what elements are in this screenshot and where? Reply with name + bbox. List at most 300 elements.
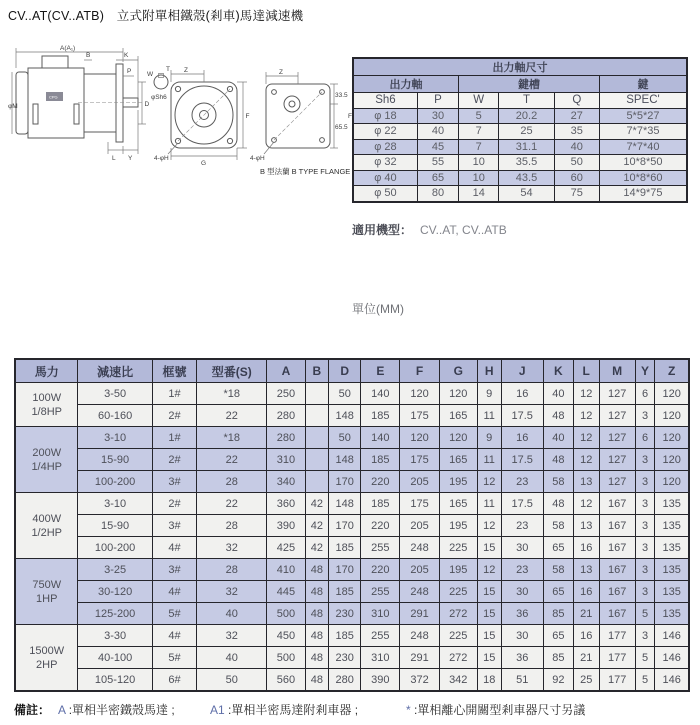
table-row — [15, 647, 689, 669]
technical-drawings — [8, 42, 353, 216]
dim-cell: 25 — [573, 669, 599, 692]
shaft-cell: 7 — [459, 139, 499, 155]
dim-cell: 85 — [543, 647, 573, 669]
column-header: 馬力 — [15, 359, 78, 383]
dim-cell: 310 — [361, 647, 400, 669]
shaft-cell: φ 40 — [353, 170, 417, 186]
dim-cell: 177 — [599, 647, 635, 669]
dim-cell: 12 — [573, 405, 599, 427]
column-header: SPEC' — [599, 93, 687, 109]
dim-cell: 6 — [635, 427, 655, 449]
footnote-item — [58, 701, 175, 718]
dim-cell: 230 — [329, 603, 361, 625]
dim-cell: 135 — [655, 537, 689, 559]
shaft-cell: 10*8*50 — [599, 155, 687, 171]
dim-cell: 250 — [267, 383, 305, 405]
applicable-models — [352, 221, 507, 238]
unit-note: 單位(MM) — [352, 302, 404, 316]
dim-cell: 1# — [152, 427, 196, 449]
dim-cell: 48 — [305, 559, 329, 581]
column-header: A — [267, 359, 305, 383]
dim-label-bf-z: Z — [279, 69, 283, 76]
dim-cell: 450 — [267, 625, 305, 647]
dim-cell: 48 — [305, 581, 329, 603]
dim-cell: 3 — [635, 405, 655, 427]
table-row — [353, 124, 687, 140]
dim-label-y: Y — [128, 155, 133, 162]
dim-cell: 65 — [543, 537, 573, 559]
shaft-cell: 54 — [499, 186, 554, 202]
dim-cell: 16 — [573, 537, 599, 559]
table-row — [353, 58, 687, 76]
dim-cell: 135 — [655, 493, 689, 515]
dim-cell: 3# — [152, 559, 196, 581]
dim-cell — [305, 405, 329, 427]
dim-cell: 58 — [543, 559, 573, 581]
power-hp: 2HP — [36, 658, 58, 671]
power-cell — [15, 559, 78, 625]
shaft-table-body — [353, 58, 687, 202]
dim-cell: 18 — [477, 669, 501, 692]
dim-cell: 12 — [573, 493, 599, 515]
dim-cell: 48 — [305, 603, 329, 625]
motor-side-view-drawing — [8, 45, 170, 162]
column-header: 型番(S) — [197, 359, 267, 383]
dim-cell: 12 — [573, 383, 599, 405]
group-header: 出力軸 — [353, 76, 459, 93]
dim-cell: 15 — [477, 581, 501, 603]
dim-cell: 13 — [573, 559, 599, 581]
dim-cell: 310 — [361, 603, 400, 625]
power-hp: 1HP — [36, 592, 58, 605]
dim-cell: 5 — [635, 603, 655, 625]
dim-cell: 175 — [400, 405, 439, 427]
dim-cell: 15 — [477, 603, 501, 625]
dim-cell: 15 — [477, 625, 501, 647]
dim-label-a: A(A₁) — [60, 45, 76, 52]
shaft-cell: 55 — [417, 155, 458, 171]
column-header: K — [543, 359, 573, 383]
dim-cell: 11 — [477, 449, 501, 471]
dim-cell: 120 — [655, 449, 689, 471]
dim-cell: 15-90 — [78, 515, 152, 537]
table-row — [15, 537, 689, 559]
dim-cell: 120 — [439, 383, 477, 405]
dim-cell: 170 — [329, 515, 361, 537]
dim-cell: 120 — [439, 427, 477, 449]
dim-cell: 3-10 — [78, 427, 152, 449]
table-row — [15, 581, 689, 603]
dim-cell: 12 — [573, 427, 599, 449]
dim-cell: 3# — [152, 471, 196, 493]
dim-cell — [305, 427, 329, 449]
dim-cell: 42 — [305, 515, 329, 537]
dim-cell: 127 — [599, 405, 635, 427]
dim-cell: 3 — [635, 493, 655, 515]
dim-cell: 195 — [439, 559, 477, 581]
shaft-cell: 20.2 — [499, 108, 554, 124]
dim-cell: *18 — [197, 427, 267, 449]
shaft-cell: φ 18 — [353, 108, 417, 124]
dim-cell: 360 — [267, 493, 305, 515]
dim-cell: 42 — [305, 493, 329, 515]
dim-cell: 3 — [635, 515, 655, 537]
power-hp: 1/2HP — [31, 526, 63, 539]
footnote-text: :單相離心開關型剎車器尺寸另議 — [414, 703, 586, 717]
dim-cell: 36 — [501, 603, 543, 625]
dim-cell: 291 — [400, 647, 439, 669]
dim-cell: 120 — [655, 405, 689, 427]
dim-label-rf-g: G — [201, 160, 207, 167]
dim-cell: 30 — [501, 625, 543, 647]
table-row — [353, 76, 687, 93]
dim-cell: 170 — [329, 471, 361, 493]
dim-cell: 5 — [635, 647, 655, 669]
dim-cell: 32 — [197, 537, 267, 559]
dim-cell: 22 — [197, 405, 267, 427]
dim-cell: 9 — [477, 427, 501, 449]
shaft-cell: φ 32 — [353, 155, 417, 171]
dim-cell: 148 — [329, 405, 361, 427]
dim-cell: 100-200 — [78, 537, 152, 559]
shaft-cell: 30 — [417, 108, 458, 124]
dim-cell: 185 — [361, 493, 400, 515]
dim-cell: 500 — [267, 603, 305, 625]
dim-label-rf-z: Z — [184, 67, 188, 74]
bolt-holes-label: 4-φH — [250, 155, 265, 162]
dim-cell: 2# — [152, 493, 196, 515]
shaft-cell: 50 — [554, 155, 599, 171]
dim-cell: 146 — [655, 625, 689, 647]
dim-cell: 225 — [439, 581, 477, 603]
table-row — [15, 471, 689, 493]
dim-cell: 280 — [267, 405, 305, 427]
shaft-cell: 10 — [459, 155, 499, 171]
applicable-models-label: 適用機型： — [352, 223, 413, 237]
dim-cell: 23 — [501, 515, 543, 537]
dim-cell: 205 — [400, 559, 439, 581]
shaft-cell: 5*5*27 — [599, 108, 687, 124]
dim-cell: 390 — [361, 669, 400, 692]
dim-cell: 3-30 — [78, 625, 152, 647]
dim-cell: 175 — [400, 493, 439, 515]
shaft-cell: 31.1 — [499, 139, 554, 155]
shaft-cell: 80 — [417, 186, 458, 202]
power-watt: 200W — [32, 446, 62, 459]
dim-cell: 165 — [439, 449, 477, 471]
dim-cell: 32 — [197, 625, 267, 647]
shaft-cell: 7*7*40 — [599, 139, 687, 155]
dim-label-t: T — [166, 66, 170, 73]
dim-cell: 48 — [305, 625, 329, 647]
dim-cell: 167 — [599, 581, 635, 603]
dim-cell: 48 — [543, 449, 573, 471]
dim-cell: 185 — [329, 581, 361, 603]
dim-cell: 165 — [439, 493, 477, 515]
footnote-text: :單相半密馬達附剎車器 ; — [228, 703, 359, 717]
dim-cell: 28 — [197, 515, 267, 537]
dim-cell: 11 — [477, 405, 501, 427]
table-row — [15, 405, 689, 427]
dim-cell — [305, 449, 329, 471]
shaft-table-title: 出力軸尺寸 — [353, 58, 687, 76]
dim-cell: 3 — [635, 559, 655, 581]
dim-label-l: L — [112, 155, 116, 162]
group-header: 鍵 — [599, 76, 687, 93]
dim-cell: 17.5 — [501, 493, 543, 515]
footnote-marker: * — [406, 703, 411, 717]
dim-label-w: W — [147, 71, 154, 78]
dim-cell: 280 — [329, 669, 361, 692]
column-header: J — [501, 359, 543, 383]
dim-cell: 17.5 — [501, 449, 543, 471]
dim-cell: 92 — [543, 669, 573, 692]
dim-cell: 13 — [573, 471, 599, 493]
dim-cell: 205 — [400, 515, 439, 537]
dim-cell: 12 — [477, 471, 501, 493]
power-cell — [15, 427, 78, 493]
dim-cell: 23 — [501, 471, 543, 493]
dim-cell: 22 — [197, 449, 267, 471]
dim-cell: 248 — [400, 581, 439, 603]
dim-cell: 146 — [655, 669, 689, 692]
column-header: Z — [655, 359, 689, 383]
brand-logo-text: CPG — [49, 94, 58, 100]
dim-cell: 22 — [197, 493, 267, 515]
dim-cell: 16 — [573, 581, 599, 603]
dim-cell: 105-120 — [78, 669, 152, 692]
dim-cell: 2# — [152, 405, 196, 427]
power-watt: 400W — [32, 512, 62, 525]
dim-cell: 12 — [477, 515, 501, 537]
dim-cell: 15 — [477, 537, 501, 559]
dim-cell — [305, 471, 329, 493]
dim-cell: 225 — [439, 625, 477, 647]
shaft-cell: 43.5 — [499, 170, 554, 186]
dim-cell: 185 — [329, 625, 361, 647]
dim-cell: 50 — [329, 427, 361, 449]
dim-cell: 5 — [635, 669, 655, 692]
dim-cell: 3 — [635, 471, 655, 493]
table-row — [353, 93, 687, 109]
column-header: E — [361, 359, 400, 383]
dim-cell — [305, 383, 329, 405]
dim-cell: 58 — [543, 515, 573, 537]
shaft-cell: 45 — [417, 139, 458, 155]
dim-cell: 205 — [400, 471, 439, 493]
dim-cell: 65 — [543, 625, 573, 647]
shaft-cell: 27 — [554, 108, 599, 124]
shaft-cell: 35.5 — [499, 155, 554, 171]
dim-cell: 3-10 — [78, 493, 152, 515]
dim-label-bf-65-5: 65.5 — [335, 124, 348, 131]
table-row — [353, 170, 687, 186]
dim-cell: 28 — [197, 559, 267, 581]
dim-cell: 185 — [361, 449, 400, 471]
dim-cell: 50 — [329, 383, 361, 405]
column-header: 框號 — [152, 359, 196, 383]
dim-cell: 390 — [267, 515, 305, 537]
footnote-marker: A1 — [210, 703, 225, 717]
table-row — [15, 493, 689, 515]
power-hp: 1/4HP — [31, 460, 63, 473]
power-hp: 1/8HP — [31, 405, 63, 418]
dim-cell: 185 — [361, 405, 400, 427]
dim-cell: 167 — [599, 559, 635, 581]
dim-cell: 120 — [655, 471, 689, 493]
column-header: P — [417, 93, 458, 109]
dim-cell: *18 — [197, 383, 267, 405]
dim-cell: 165 — [439, 405, 477, 427]
shaft-cell: 10 — [459, 170, 499, 186]
shaft-cell: 60 — [554, 170, 599, 186]
dim-cell: 4# — [152, 537, 196, 559]
power-watt: 750W — [32, 578, 62, 591]
dim-cell: 23 — [501, 559, 543, 581]
power-cell — [15, 625, 78, 692]
dim-cell: 15-90 — [78, 449, 152, 471]
dim-cell: 220 — [361, 559, 400, 581]
shaft-cell: 14*9*75 — [599, 186, 687, 202]
dim-cell: 3-50 — [78, 383, 152, 405]
table-row — [15, 625, 689, 647]
table-row — [15, 559, 689, 581]
table-row — [353, 155, 687, 171]
dim-cell: 127 — [599, 427, 635, 449]
dim-cell: 50 — [197, 669, 267, 692]
dim-cell: 48 — [305, 647, 329, 669]
power-cell — [15, 383, 78, 427]
dim-cell: 372 — [400, 669, 439, 692]
dim-label-k: K — [124, 52, 129, 59]
dim-cell: 12 — [573, 449, 599, 471]
column-header: Y — [635, 359, 655, 383]
dim-cell: 58 — [543, 471, 573, 493]
table-row — [353, 186, 687, 202]
power-cell — [15, 493, 78, 559]
dim-cell: 340 — [267, 471, 305, 493]
dim-cell: 120 — [400, 427, 439, 449]
dim-cell: 410 — [267, 559, 305, 581]
column-header: M — [599, 359, 635, 383]
dim-cell: 195 — [439, 471, 477, 493]
table-row — [15, 449, 689, 471]
dim-cell: 127 — [599, 471, 635, 493]
dim-cell: 500 — [267, 647, 305, 669]
dim-cell: 2# — [152, 449, 196, 471]
dim-cell: 28 — [197, 471, 267, 493]
dim-cell: 120 — [655, 427, 689, 449]
dim-cell: 100-200 — [78, 471, 152, 493]
page-title: CV..AT(CV..ATB) 立式附單相鐵殼(剎車)馬達減速機 — [8, 9, 304, 23]
dim-cell: 248 — [400, 625, 439, 647]
dim-cell: 310 — [267, 449, 305, 471]
applicable-models-value: CV..AT, CV..ATB — [420, 223, 507, 237]
dim-label-sh6: φSh6 — [151, 94, 167, 101]
dim-cell: 30 — [501, 581, 543, 603]
power-watt: 100W — [32, 391, 62, 404]
dim-cell: 40 — [543, 383, 573, 405]
dim-cell: 280 — [267, 427, 305, 449]
dim-cell: 255 — [361, 581, 400, 603]
table-row — [15, 515, 689, 537]
dim-cell: 85 — [543, 603, 573, 625]
dim-cell: 135 — [655, 559, 689, 581]
dim-cell: 560 — [267, 669, 305, 692]
dim-cell: 3# — [152, 515, 196, 537]
power-watt: 1500W — [29, 644, 65, 657]
dim-cell: 16 — [573, 625, 599, 647]
footnote-item — [406, 701, 585, 718]
dim-cell: 146 — [655, 647, 689, 669]
dim-cell: 48 — [543, 405, 573, 427]
shaft-cell: 40 — [554, 139, 599, 155]
dim-cell: 6 — [635, 383, 655, 405]
footnote — [14, 701, 694, 717]
dim-cell: 32 — [197, 581, 267, 603]
dimension-table — [14, 358, 690, 692]
dim-cell: 30-120 — [78, 581, 152, 603]
dim-cell: 42 — [305, 537, 329, 559]
dim-cell: 5# — [152, 603, 196, 625]
dim-cell: 16 — [501, 427, 543, 449]
dim-cell: 12 — [477, 559, 501, 581]
footnote-item — [210, 701, 358, 718]
dim-cell: 16 — [501, 383, 543, 405]
dim-label-bf-33-5: 33.5 — [335, 92, 348, 99]
dim-cell: 127 — [599, 383, 635, 405]
shaft-cell: 7*7*35 — [599, 124, 687, 140]
dim-cell: 6# — [152, 669, 196, 692]
dim-cell: 230 — [329, 647, 361, 669]
dim-cell: 3 — [635, 537, 655, 559]
dim-cell: 167 — [599, 493, 635, 515]
dim-cell: 148 — [329, 449, 361, 471]
dim-cell: 40-100 — [78, 647, 152, 669]
dim-label-p: P — [127, 68, 132, 75]
dim-label-rf-f: F — [245, 113, 250, 120]
dim-cell: 140 — [361, 427, 400, 449]
dim-cell: 127 — [599, 449, 635, 471]
dim-cell: 167 — [599, 603, 635, 625]
dim-cell: 272 — [439, 647, 477, 669]
dim-cell: 30 — [501, 537, 543, 559]
dim-cell: 195 — [439, 515, 477, 537]
dim-cell: 225 — [439, 537, 477, 559]
b-type-flange-drawing — [250, 69, 352, 176]
column-header: Sh6 — [353, 93, 417, 109]
shaft-cell: φ 22 — [353, 124, 417, 140]
output-shaft-dimensions-table — [352, 57, 688, 203]
dim-cell: 21 — [573, 603, 599, 625]
dim-cell: 48 — [305, 669, 329, 692]
dim-cell: 3 — [635, 625, 655, 647]
dim-cell: 11 — [477, 493, 501, 515]
dim-cell: 175 — [400, 449, 439, 471]
column-header: F — [400, 359, 439, 383]
dim-cell: 177 — [599, 625, 635, 647]
dim-cell: 291 — [400, 603, 439, 625]
column-header: 減速比 — [78, 359, 152, 383]
table-row — [15, 383, 689, 405]
table-row — [353, 139, 687, 155]
dim-cell: 425 — [267, 537, 305, 559]
dim-cell: 220 — [361, 515, 400, 537]
shaft-cell: 40 — [417, 124, 458, 140]
shaft-cell: 7 — [459, 124, 499, 140]
dim-cell: 40 — [543, 427, 573, 449]
dim-cell: 36 — [501, 647, 543, 669]
